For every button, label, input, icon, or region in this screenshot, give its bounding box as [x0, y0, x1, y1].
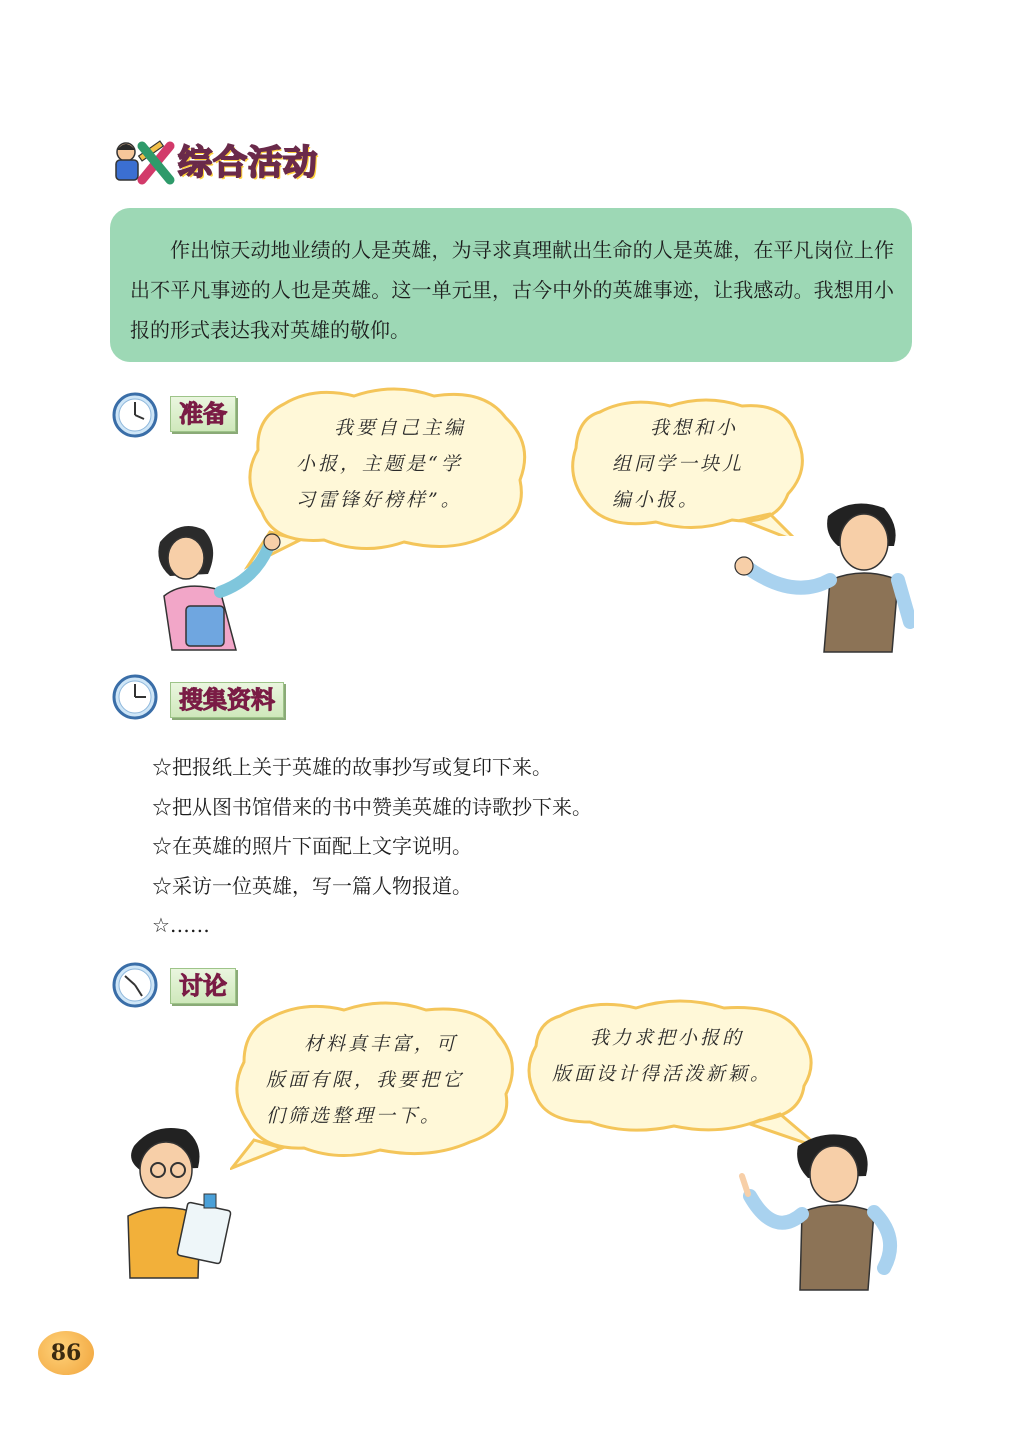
bubble-line: 组同学一块儿 [612, 453, 745, 475]
clock-icon [112, 674, 158, 720]
intro-text: 作出惊天动地业绩的人是英雄，为寻求真理献出生命的人是英雄，在平凡岗位上作出不平凡事迹的人也是英雄。这一单元里，古今中外的英雄事迹，让我感动。我想用小报的形式表达我对英雄的敬仰。 [130, 238, 894, 342]
activity-logo-icon [112, 138, 178, 188]
collect-list [152, 748, 852, 946]
speech-bubble [230, 1000, 520, 1170]
bubble-line: 版面有限，我要把它 [266, 1069, 465, 1091]
boy-with-glasses-figure [120, 1120, 250, 1280]
bubble-line: 编小报。 [612, 489, 701, 511]
list-item: ☆采访一位英雄，写一篇人物报道。 [152, 873, 472, 898]
bubble-line: 版面设计得活泼新颖。 [552, 1063, 773, 1085]
section-label-discuss: 讨论 [170, 968, 236, 1004]
clock-icon [112, 962, 158, 1008]
bubble-line: 们筛选整理一下。 [266, 1105, 443, 1127]
clock-icon [112, 392, 158, 438]
list-item: ☆把从图书馆借来的书中赞美英雄的诗歌抄下来。 [152, 794, 592, 819]
section-label-prepare: 准备 [170, 396, 236, 432]
list-item: ☆在英雄的照片下面配上文字说明。 [152, 834, 472, 858]
bubble-line: 我想和小 [650, 417, 739, 439]
bubble-line: 习雷锋好榜样”。 [296, 489, 463, 511]
list-item: ☆…… [152, 913, 210, 937]
bubble-line: 小报，主题是“学 [296, 453, 463, 475]
bubble-line: 材料真丰富，可 [304, 1033, 459, 1055]
speech-bubble [524, 998, 824, 1148]
bubble-line: 我力求把小报的 [590, 1027, 745, 1049]
list-item: ☆把报纸上关于英雄的故事抄写或复印下来。 [152, 755, 552, 779]
intro-box [110, 208, 912, 362]
bubble-line: 我要自己主编 [334, 417, 467, 439]
boy-figure [734, 496, 914, 656]
page-title: 综合活动 [178, 143, 318, 183]
page-number: 86 [38, 1331, 94, 1375]
girl-figure [150, 518, 290, 654]
boy-pointing-figure [734, 1128, 914, 1292]
section-label-collect: 搜集资料 [170, 682, 284, 718]
